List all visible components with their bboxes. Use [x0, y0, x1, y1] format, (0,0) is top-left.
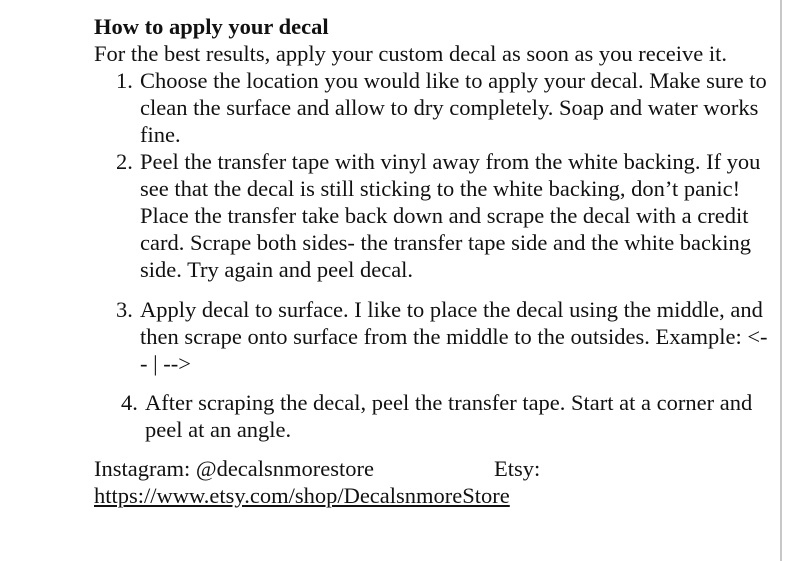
instruction-steps-list: [94, 67, 774, 443]
social-line: [94, 455, 774, 482]
instagram-handle: Instagram: @decalsnmorestore: [94, 456, 374, 481]
etsy-label: Etsy:: [494, 456, 541, 481]
step-text: Choose the location you would like to apply your decal. Make sure to clean the surface and allow to dry completely. Soap and water works fine.: [140, 68, 767, 147]
contact-footer: [94, 455, 774, 509]
intro-paragraph: For the best results, apply your custom decal as soon as you receive it.: [94, 41, 727, 66]
step-number: 2.: [116, 149, 133, 174]
list-item: [94, 296, 774, 377]
page-edge-divider: [780, 0, 782, 561]
list-item: [94, 389, 774, 443]
step-text: After scraping the decal, peel the transfer tape. Start at a corner and peel at an angle.: [145, 390, 753, 442]
step-number: 4.: [121, 390, 138, 415]
document-title: How to apply your decal: [94, 14, 329, 39]
step-number: 3.: [116, 297, 133, 322]
step-number: 1.: [116, 68, 133, 93]
step-text: Apply decal to surface. I like to place the decal using the middle, and then scrape onto surface from the middle to the outsides. Example: <-- | -->: [140, 297, 768, 376]
etsy-shop-link[interactable]: https://www.etsy.com/shop/DecalsnmoreStore: [94, 483, 510, 508]
step-text: Peel the transfer tape with vinyl away from the white backing. If you see that the decal is still sticking to the white backing, don’t panic! Place the transfer take back down and scrape the decal with a credit card. Scrape both sides- the transfer tape side and the white backing side. Try again and peel decal.: [140, 149, 761, 282]
list-item: [94, 148, 774, 283]
list-item: [94, 67, 774, 148]
decal-instructions-document: [94, 13, 774, 509]
